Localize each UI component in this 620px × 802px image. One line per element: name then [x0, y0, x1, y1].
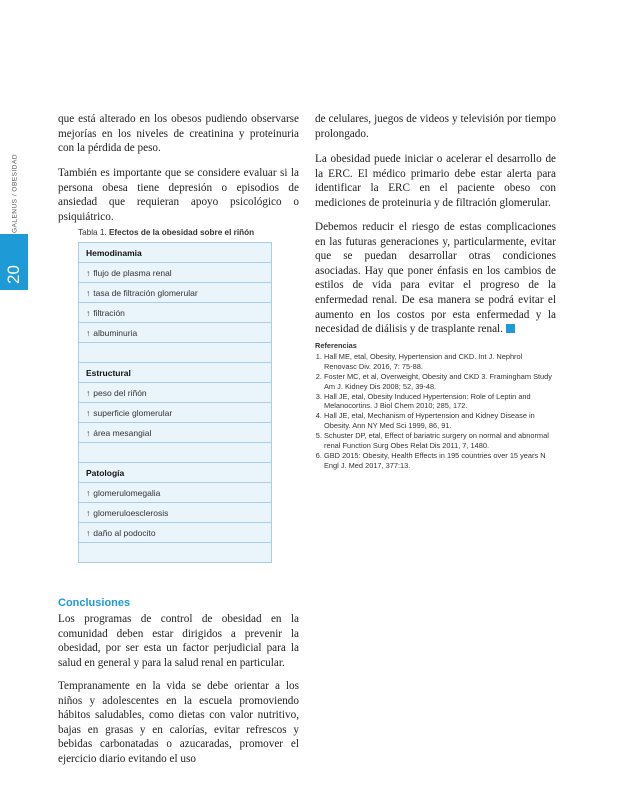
- table-cell-empty: [79, 543, 272, 563]
- running-head: GALENUS / OBESIDAD: [11, 153, 19, 234]
- up-arrow-icon: ↑: [86, 527, 91, 538]
- table-row: [79, 263, 272, 283]
- end-of-article-icon: [506, 324, 515, 333]
- up-arrow-icon: ↑: [86, 287, 91, 298]
- table-cell: ↑ tasa de filtración glomerular: [79, 283, 272, 303]
- table-caption-prefix: Tabla 1.: [78, 228, 107, 237]
- table-row: [79, 323, 272, 343]
- table-row: [79, 283, 272, 303]
- right-paragraph-2: La obesidad puede iniciar o acelerar el desarrollo de la ERC. El médico primario debe estar alerta para identificar la ERC en el paciente obeso con mediciones de proteinuria y de filtración glomerular.: [315, 153, 556, 209]
- table-row: [79, 403, 272, 423]
- table-row: [79, 463, 272, 483]
- up-arrow-icon: ↑: [86, 427, 91, 438]
- table-row: [79, 443, 272, 463]
- reference-item: 2. Foster MC, et al, Overweight, Obesity and CKD 3. Framingham Study Am J. Kidney Dis 2008; 52, 39-48.: [324, 372, 555, 392]
- reference-item: 1. Hall ME, etal, Obesity, Hypertension and CKD. Int J. Nephrol Renovasc Div. 2016, 7: 75-88.: [324, 352, 555, 372]
- right-paragraph-3: Debemos reducir el riesgo de estas complicaciones en las futuras generaciones y, particularmente, evitar que se puedan desarrollar otras condiciones asociadas. Hay que poner énfasis en los cambios de estilos de vida para evitar el progreso de la enfermedad renal. De esa manera se podrá evitar el aumento en los costos por esta enfermedad y la necesidad de diálisis y de trasplante renal.: [315, 221, 556, 336]
- table-cell: ↑ peso del riñón: [79, 383, 272, 403]
- left-paragraph-2: También es importante que se considere evaluar si la persona obesa tiene depresión o episodios de ansiedad que requieran apoyo psicológico o psiquiátrico.: [58, 167, 299, 223]
- table-row: [79, 503, 272, 523]
- table-cell: ↑ filtración: [79, 303, 272, 323]
- table-cell-empty: [79, 443, 272, 463]
- references-title: Referencias: [315, 341, 357, 350]
- table-row: [79, 243, 272, 263]
- table-cell: ↑ área mesangial: [79, 423, 272, 443]
- section-heading: Hemodinamia: [79, 243, 272, 263]
- reference-item: 3. Hall JE, etal, Obesity Induced Hypertension: Role of Leptin and Melanocortins. J Biol Chem 2010; 285, 172.: [324, 392, 555, 412]
- table-cell: ↑ daño al podocito: [79, 523, 272, 543]
- obesity-effects-table: [78, 242, 272, 563]
- table-cell: ↑ flujo de plasma renal: [79, 263, 272, 283]
- up-arrow-icon: ↑: [86, 407, 91, 418]
- table-cell: ↑ superficie glomerular: [79, 403, 272, 423]
- table-row: [79, 343, 272, 363]
- page-number: 20: [4, 265, 23, 284]
- table-row: [79, 363, 272, 383]
- section-heading: Estructural: [79, 363, 272, 383]
- up-arrow-icon: ↑: [86, 507, 91, 518]
- left-paragraph-1: que está alterado en los obesos pudiendo observarse mejorías en los niveles de creatinina y proteinuria con la pérdida de peso.: [58, 113, 299, 155]
- table-row: [79, 543, 272, 563]
- section-heading: Patología: [79, 463, 272, 483]
- left-paragraph-4: Tempranamente en la vida se debe orientar a los niños y adolescentes en la escuela promoviendo hábitos saludables, como dietas con valor nutritivo, bajas en grasas y en calorías, evitar refrescos y bebidas carbonatadas o azucaradas, promover el ejercicio diario evitando el uso: [58, 680, 299, 765]
- table-row: [79, 383, 272, 403]
- left-paragraph-3: Los programas de control de obesidad en la comunidad deben estar dirigidos a prevenir la obesidad, por ser esta un factor perjudicial para la salud en general y para la salud renal en particular.: [58, 613, 299, 669]
- reference-item: 5. Schuster DP, etal, Effect of bariatric surgery on normal and abnormal renal Function Surg Obes Relat Dis 2011, 7, 1480.: [324, 431, 555, 451]
- reference-item: 4. Hall JE, etal, Mechanism of Hypertension and Kidney Disease in Obesity. Ann NY Med Sci 1999, 86, 91.: [324, 411, 555, 431]
- up-arrow-icon: ↑: [86, 327, 91, 338]
- table-row: [79, 483, 272, 503]
- table-cell: ↑ albuminuria: [79, 323, 272, 343]
- up-arrow-icon: ↑: [86, 307, 91, 318]
- table-caption-title: Efectos de la obesidad sobre el riñón: [108, 228, 255, 237]
- up-arrow-icon: ↑: [86, 267, 91, 278]
- table-cell: ↑ glomerulomegalia: [79, 483, 272, 503]
- table-row: [79, 523, 272, 543]
- section-title-conclusiones: Conclusiones: [58, 597, 131, 609]
- right-paragraph-1: de celulares, juegos de videos y televisión por tiempo prolongado.: [315, 113, 556, 140]
- table-cell-empty: [79, 343, 272, 363]
- table-row: [79, 423, 272, 443]
- references: [315, 341, 555, 471]
- table-cell: ↑ glomeruloesclerosis: [79, 503, 272, 523]
- up-arrow-icon: ↑: [86, 387, 91, 398]
- table-caption: [78, 228, 254, 237]
- up-arrow-icon: ↑: [86, 487, 91, 498]
- table-row: [79, 303, 272, 323]
- reference-item: 6. GBD 2015: Obesity, Health Effects in 195 countries over 15 years N Engl J. Med 2017, 377:13.: [324, 451, 555, 471]
